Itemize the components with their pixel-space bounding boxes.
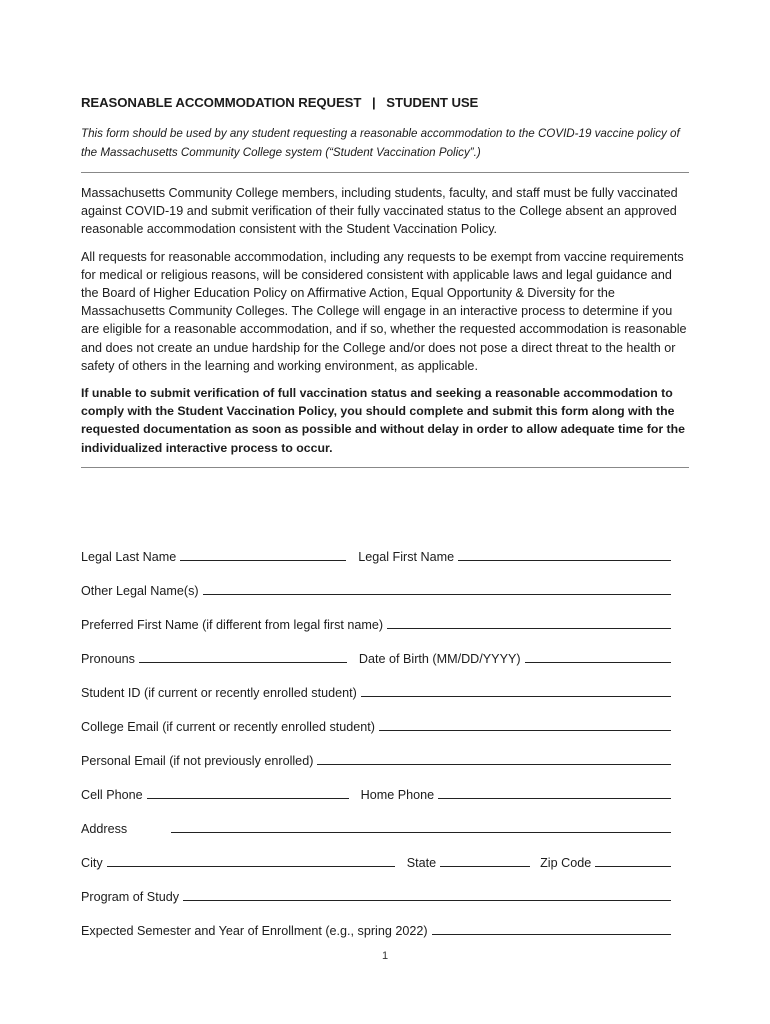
other-legal-names-label: Other Legal Name(s) — [81, 584, 199, 598]
address-field[interactable] — [171, 832, 671, 833]
form-title: REASONABLE ACCOMMODATION REQUEST | STUDENT USE — [81, 95, 479, 110]
date-of-birth-label: Date of Birth (MM/DD/YYYY) — [358, 652, 521, 666]
instruction-paragraph: If unable to submit verification of full vaccination status and seeking a reasonable accommodation to comply with the Student Vaccination Policy, you should complete and submit this form along with the requested documentation as soon as possible and without delay in order to allow adequate time for the individualized interactive process to occur. — [81, 386, 686, 455]
home-phone-label: Home Phone — [360, 788, 435, 802]
program-of-study-field[interactable] — [183, 900, 671, 901]
zip-code-field[interactable] — [595, 866, 671, 867]
form-subtitle: This form should be used by any student requesting a reasonable accommodation to the COVID-19 vaccine policy of the Massachusetts Community College system (“Student Vaccination Policy”.) — [81, 127, 680, 159]
page-number: 1 — [381, 950, 389, 962]
college-email-label: College Email (if current or recently enrolled student) — [81, 720, 375, 734]
cell-phone-field[interactable] — [147, 798, 349, 799]
form-row — [81, 530, 671, 564]
form-row — [81, 632, 671, 666]
divider — [81, 467, 689, 468]
pronouns-label: Pronouns — [81, 652, 135, 666]
home-phone-field[interactable] — [438, 798, 671, 799]
form-row — [81, 802, 671, 836]
legal-last-name-field[interactable] — [180, 560, 346, 561]
student-id-field[interactable] — [361, 696, 671, 697]
form-row — [81, 666, 671, 700]
city-label: City — [81, 856, 103, 870]
preferred-first-name-label: Preferred First Name (if different from legal first name) — [81, 618, 384, 632]
personal-email-field[interactable] — [317, 764, 671, 765]
form-header — [81, 94, 689, 468]
form-row — [81, 700, 671, 734]
legal-last-name-label: Legal Last Name — [81, 550, 177, 564]
form-row — [81, 734, 671, 768]
form-row — [81, 768, 671, 802]
expected-enrollment-field[interactable] — [432, 934, 671, 935]
policy-paragraph: All requests for reasonable accommodation, including any requests to be exempt from vaccine requirements for medical or religious reasons, will be considered consistent with applicable laws and legal guidance and the Board of Higher Education Policy on Affirmative Action, Equal Opportunity & Diversity for the Massachusetts Community Colleges. The College will engage in an interactive process to determine if you are eligible for a reasonable accommodation, and if so, whether the requested accommodation is reasonable and does not create an undue hardship for the College and/or does not pose a direct threat to the health or safety of others in the learning and working environment, as applicable. — [81, 249, 687, 373]
policy-paragraph: Massachusetts Community College members, including students, faculty, and staff must be fully vaccinated against COVID-19 and submit verification of their fully vaccinated status to the College absent an approved reasonable accommodation consistent with the Student Vaccination Policy. — [81, 186, 678, 237]
student-info-form — [81, 530, 671, 938]
student-id-label: Student ID (if current or recently enrolled student) — [81, 686, 357, 700]
form-row — [81, 564, 671, 598]
state-label: State — [406, 856, 437, 870]
program-of-study-label: Program of Study — [81, 890, 179, 904]
legal-first-name-field[interactable] — [458, 560, 671, 561]
pronouns-field[interactable] — [139, 662, 347, 663]
preferred-first-name-field[interactable] — [387, 628, 671, 629]
form-row — [81, 598, 671, 632]
state-field[interactable] — [440, 866, 530, 867]
divider — [81, 172, 689, 173]
city-field[interactable] — [107, 866, 395, 867]
personal-email-label: Personal Email (if not previously enrolled) — [81, 754, 314, 768]
form-row — [81, 870, 671, 904]
cell-phone-label: Cell Phone — [81, 788, 143, 802]
other-legal-names-field[interactable] — [203, 594, 671, 595]
date-of-birth-field[interactable] — [525, 662, 671, 663]
zip-code-label: Zip Code — [540, 856, 592, 870]
form-row — [81, 836, 671, 870]
expected-enrollment-label: Expected Semester and Year of Enrollment (e.g., spring 2022) — [81, 924, 428, 938]
address-label: Address — [81, 822, 128, 836]
legal-first-name-label: Legal First Name — [358, 550, 455, 564]
college-email-field[interactable] — [379, 730, 671, 731]
form-row — [81, 904, 671, 938]
